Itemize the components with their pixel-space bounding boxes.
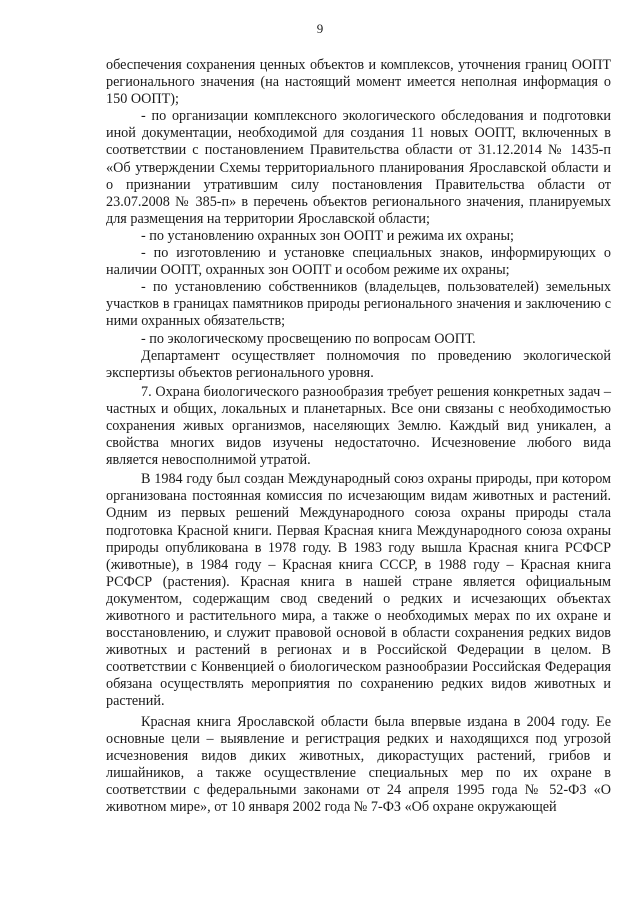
list-item-protection-zones: - по установлению охранных зон ООПТ и режима их охраны; (141, 227, 514, 244)
document-body (106, 57, 611, 816)
list-item-education: - по экологическому просвещению по вопросам ООПТ. (141, 330, 476, 347)
paragraph-department: Департамент осуществляет полномочия по проведению экологической экспертизы объектов регионального уровня. (106, 347, 611, 381)
paragraph-section-7: 7. Охрана биологического разнообразия требует решения конкретных задач – частных и общих, локальных и планетарных. Все они связаны с необходимостью сохранения живых организмов, населяющих Землю. Каждый вид уникален, а свойства многих видов изучены недостаточно. Исчезновение любого вида является невосполнимой утратой. (106, 383, 611, 469)
list-item-owners: - по установлению собственников (владельцев, пользователей) земельных участков в границах памятников природы регионального значения и заключению с ними охранных обязательств; (106, 279, 611, 330)
paragraph-iucn-history: В 1984 году был создан Международный союз охраны природы, при котором организована постоянная комиссия по исчезающим видам животных и растений. Одним из первых решений Международного союза охраны природы стала подготовка Красной книги. Первая Красная книга Международного союза охраны природы опубликована в 1978 году. В 1983 году вышла Красная книга РСФСР (животные), в 1984 году – Красная книга СССР, в 1988 году – Красная книга РСФСР (растения). Красная книга в нашей стране является официальным документом, содержащим свод сведений о редких и исчезающих объектах животного и растительного мира, а также о необходимых мерах по их охране и восстановлению, и служит правовой основой в области сохранения редких видов животных и растений в регионах и в Российской Федерации в целом. В соответствии с Конвенцией о биологическом разнообразии Российская Федерация обязана осуществлять мероприятия по сохранению редких видов животных и растений. (106, 471, 611, 710)
page-number: 9 (316, 21, 324, 36)
paragraph-continuation: обеспечения сохранения ценных объектов и комплексов, уточнения границ ООПТ регионального значения (на настоящий момент имеется неполная информация о 150 ООПТ); (106, 57, 611, 108)
list-item-signs: - по изготовлению и установке специальных знаков, информирующих о наличии ООПТ, охранных зон ООПТ и особом режиме их охраны; (106, 245, 611, 279)
paragraph-yaroslavl-red-book: Красная книга Ярославской области была впервые издана в 2004 году. Ее основные цели – выявление и регистрация редких и находящихся под угрозой исчезновения видов диких животных, дикорастущих растений, грибов и лишайников, а также осуществление специальных мер по их охране в соответствии с федеральными законами от 24 апреля 1995 года № 52-ФЗ «О животном мире», от 10 января 2002 года № 7-ФЗ «Об охране окружающей (106, 713, 611, 816)
list-item-survey: - по организации комплексного экологического обследования и подготовки иной документации, необходимой для создания 11 новых ООПТ, включенных в соответствии с постановлением Правительства области от 31.12.2014 № 1435-п «Об утверждении Схемы территориального планирования Ярославской области и о признании утратившим силу постановления Правительства области от 23.07.2008 № 385-п» в перечень объектов регионального значения, планируемых для размещения на территории Ярославской области; (106, 108, 611, 227)
